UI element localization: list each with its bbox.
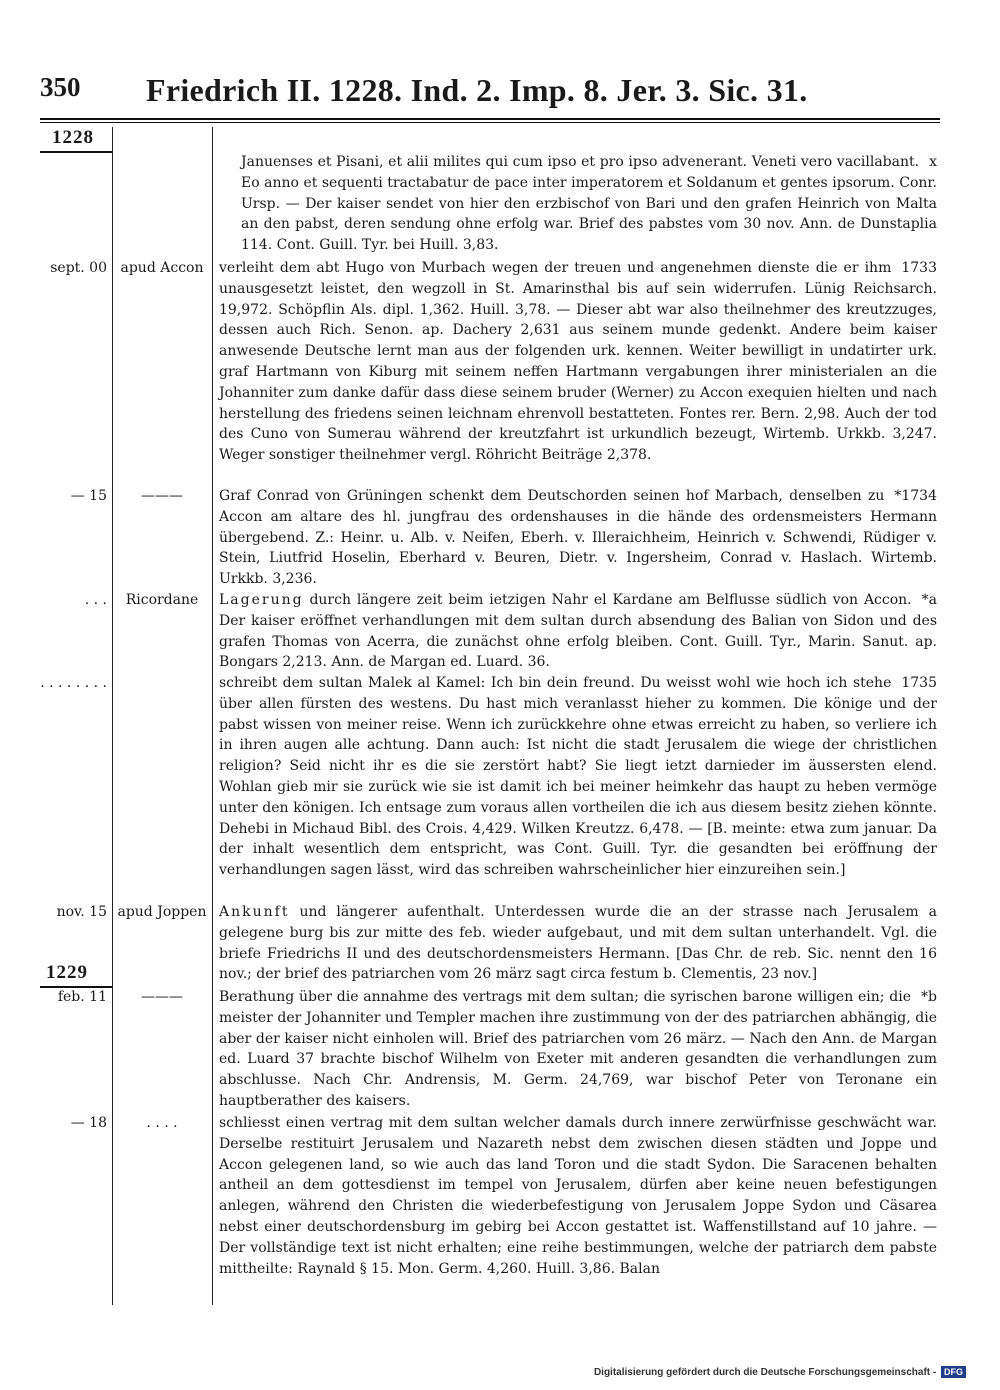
entry-text: Berathung über die annahme des vertrags mit dem sultan; die syrischen barone willigen ein; die meister der Johanniter und Templer machen ihre zustimmung von der des patriarchen abhängig, die aber der kaiser nicht einholen will. Brief des patriarchen vom 26 märz. — Nach den Ann. de Margan ed. Luard 37 brachte bischof Wilhelm von Exeter mit anderen gesandten die verhandlungen zum abschlusse. Nach Chr. Andrensis, M. Germ. 24,769, war bischof Peter von Teronane ein hauptberather des kaisers. xyxy=(219,989,937,1109)
entry-number: *b xyxy=(921,989,937,1005)
entry-date: feb. 11 xyxy=(57,989,107,1005)
header-rule-thin xyxy=(40,122,940,123)
entry-number: 1733 xyxy=(901,260,937,276)
footer-text: Digitalisierung gefördert durch die Deutsche Forschungsgemeinschaft - xyxy=(593,1367,937,1378)
dfg-logo: DFG xyxy=(941,1366,966,1378)
entry-place: ——— xyxy=(141,488,183,504)
entry-date: nov. 15 xyxy=(56,904,107,920)
entry-text: Graf Conrad von Grüningen schenkt dem Deutschorden seinen hof Marbach, denselben zu Accon am altare des hl. jungfrau des ordenshauses in die hände des ordensmeisters Hermann übergebend. Z.: Heinr. u. Alb. v. Neifen, Eberh. v. Illeraichheim, Heinrich v. Schwendi, Rüdiger v. Stein, Liutfrid Hoselin, Eberhard v. Beuren, Dietr. v. Ingersheim, Conrad v. Haslach. Wirtemb. Urkkb. 3,236. xyxy=(219,488,937,588)
entry-date: — 15 xyxy=(70,488,107,504)
entry-number: 1735 xyxy=(901,675,937,691)
entry-text: Januenses et Pisani, et alii milites qui cum ipso et pro ipso advenerant. Veneti vero vacillabant. Eo anno et sequenti tractabatur de pace inter imperatorem et Soldanum et gentes ipsorum. Conr. Ursp. — Der kaiser sendet von hier den erzbischof von Bari und den grafen Heinrich von Malta an den pabst, deren sendung ohne erfolg war. Brief des pabstes vom 30 nov. Ann. de Dunstaplia 114. Cont. Guill. Tyr. bei Huill. 3,83. xyxy=(241,154,937,254)
entry-date: — 18 xyxy=(70,1115,107,1131)
entry-text: schliesst einen vertrag mit dem sultan welcher damals durch innere zerwürfnisse geschwächt war. Derselbe restituirt Jerusalem und Nazareth nebst dem zwischen diesen städten und Joppe und Accon gelegenen land, so wie auch das land Toron und die stadt Sydon. Die Saracenen behalten antheil an dem gottesdienst im tempel von Jerusalem, dürfen aber keine neuen befestigungen anlegen, während den Christen die wiederbefestigung von Jerusalem Joppe Sydon und Cäsarea nebst einer deutschordensburg im gebirg bei Accon gestattet ist. Waffenstillstand auf 10 jahre. — Der vollständige text ist nicht erhalten; eine reihe bestimmungen, welche der patriarch dem pabste mittheilte: Raynald § 15. Mon. Germ. 4,260. Huill. 3,86. Balan xyxy=(219,1115,937,1277)
year-marker-1228: 1228 xyxy=(52,127,94,148)
entry-number: *1734 xyxy=(894,488,937,504)
entry-number: x xyxy=(929,154,937,170)
text-column-divider xyxy=(212,127,213,1305)
header-rule xyxy=(40,118,940,120)
entry-text: und längerer aufenthalt. Unterdessen wurde die an der strasse nach Jerusalem gelegene burg bis zur mitte des feb. wieder aufgebaut, und mit dem sultan unterhandelt. Vgl. die briefe Friedrichs II und des deutschordensmeisters Hermann. [Das Chr. de reb. Sic. nennt den 16 nov.; der brief des patriarchen vom 26 märz sagt circa festum b. Clementis, 23 nov.] xyxy=(219,904,937,983)
entry-lead: Lagerung xyxy=(219,592,304,608)
year-marker-1229: 1229 xyxy=(46,962,88,983)
entry-date: sept. 00 xyxy=(50,260,107,276)
entry-place: Ricordane xyxy=(125,592,199,608)
page-number: 350 xyxy=(40,72,81,102)
entry-lead: Ankunft xyxy=(219,904,290,920)
entry-date: . . . xyxy=(84,592,107,608)
entry-number: *a xyxy=(921,592,937,608)
entry-text: verleiht dem abt Hugo von Murbach wegen der treuen und angenehmen dienste die er ihm unausgesetzt leistet, den wegzoll in St. Amarinsthal bis auf sein widerrufen. Lünig Reichsarch. 19,972. Schöpflin Als. dipl. 1,362. Huill. 3,78. — Dieser abt war also theilnehmer des kreutzzuges, dessen auch Rich. Senon. ap. Dachery 2,631 aus seinem munde gedenkt. Andere beim kaiser anwesende Deutsche lernt man aus der folgenden urk. kennen. Weiter bewilligt in undatirter urk. graf Hartmann von Kiburg mit seinem neffen Hartmann vergabungen ihrer ministerialen an die Johanniter zum danke dafür dass diese seinem bruder (Werner) zu Accon exequien hielten und nach herstellung des friedens seinen leichnam ehrenvoll bestatteten. Fontes rer. Bern. 2,98. Auch der tod des Cuno von Sumerau während der kreutzfahrt ist urkundlich bezeugt, Wirtemb. Urkkb. 3,247. Weger sonstiger theilnehmer vergl. Röhricht Beiträge 2,378. xyxy=(219,260,937,464)
digitization-footer xyxy=(594,1366,966,1378)
year-underline-1228 xyxy=(40,151,112,153)
entry-text: schreibt dem sultan Malek al Kamel: Ich bin dein freund. Du weisst wohl wie hoch ich stehe über allen fürsten des westens. Du hast mich veranlasst hieher zu kommen. Die könige und der pabst wissen von meiner reise. Wenn ich zurückkehre ohne etwas erreicht zu haben, so verliere ich in ihren augen alle achtung. Dann auch: Ist nicht die stadt Jerusalem die wiege der christlichen religion? Seid nicht ihr es die sie zerstört habt? Sie liegt ietzt darnieder im äussersten elend. Wohlan gieb mir sie zurück wie sie ist damit ich bei meiner heimkehr das haupt zu heben vermöge unter den königen. Ich entsage zum voraus allen vortheilen die ich aus diesem besitz ziehen könnte. Dehebi in Michaud Bibl. des Crois. 4,429. Wilken Kreutzz. 6,478. — [B. meinte: etwa zum januar. Da der inhalt wesentlich dem entspricht, was Cont. Guill. Tyr. die gesandten bei eröffnung der verhandlungen sagen lässt, wird das schreiben wahrscheinlicher hier einzureihen sein.] xyxy=(219,675,937,879)
entry-place: ——— xyxy=(141,989,183,1005)
entry-place: apud Joppen xyxy=(117,904,207,920)
entry-date: . . . . . . . . xyxy=(40,675,107,691)
entry-place: apud Accon xyxy=(120,260,204,276)
entry-text: durch längere zeit beim ietzigen Nahr el Kardane am Belflusse südlich von Accon. Der kaiser eröffnet verhandlungen mit dem sultan durch absendung des Balian von Sidon und des grafen Thomas von Acerra, die zunächst ohne erfolg bleiben. Cont. Guill. Tyr., Marin. Sanut. ap. Bongars 2,213. Ann. de Margan ed. Luard. 36. xyxy=(219,592,937,671)
page-title: Friedrich II. 1228. Ind. 2. Imp. 8. Jer. 3. Sic. 31. xyxy=(146,72,808,108)
page-header xyxy=(40,72,940,112)
entry-number: a xyxy=(928,904,937,920)
entry-place: . . . . xyxy=(146,1115,178,1131)
